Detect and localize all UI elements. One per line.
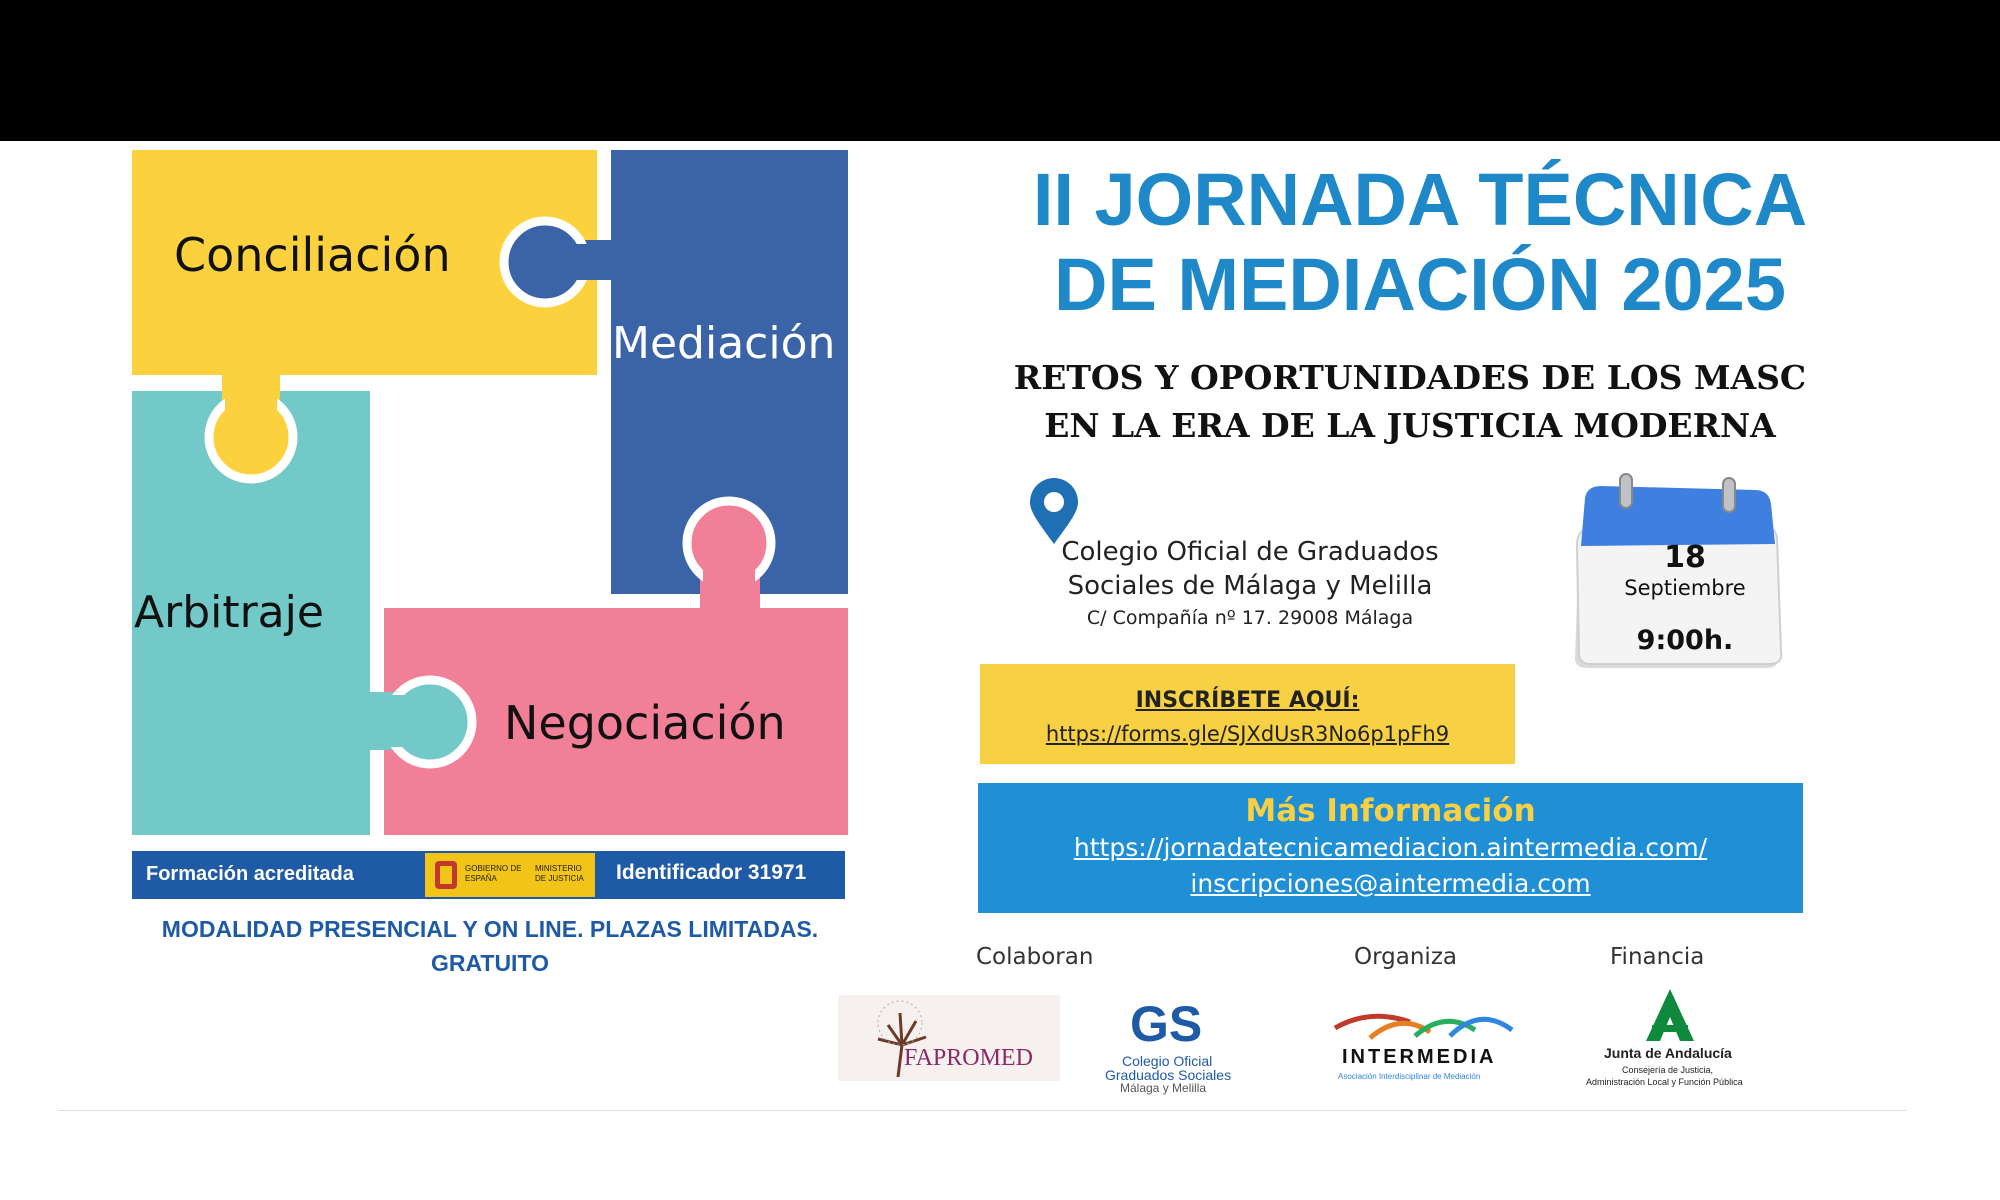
venue-line2: Sociales de Málaga y Melilla — [1067, 571, 1433, 601]
inscription-box — [980, 664, 1515, 764]
gs-colegio-logo — [1100, 995, 1250, 1095]
fapromed-logo — [838, 995, 1060, 1081]
info-url-link[interactable]: https://jornadatecnicamediacion.aintermedia.com/ — [1073, 833, 1708, 862]
gs-mark: GS — [1130, 996, 1203, 1052]
puzzle-label-arbitraje: Arbitraje — [134, 587, 324, 638]
modalidad-line2: GRATUITO — [431, 950, 549, 976]
event-title-line1: II JORNADA TÉCNICA — [1032, 158, 1808, 241]
event-title-line2: DE MEDIACIÓN 2025 — [1054, 243, 1786, 326]
intermedia-text: INTERMEDIA — [1342, 1046, 1497, 1068]
calendar-time: 9:00h. — [1636, 625, 1734, 656]
info-email-link[interactable]: inscripciones@aintermedia.com — [1190, 869, 1591, 898]
inscription-label: INSCRÍBETE AQUÍ: — [1135, 688, 1360, 713]
seal-ministry-text: MINISTERIO DE JUSTICIA — [535, 864, 584, 883]
accreditation-identifier: Identificador 31971 — [616, 861, 807, 884]
financia-label: Financia — [1610, 944, 1705, 970]
junta-andalucia-logo — [1580, 985, 1760, 1090]
junta-subtext1: Consejería de Justicia, — [1622, 1065, 1714, 1075]
calendar-month: Septiembre — [1624, 576, 1746, 600]
junta-subtext2: Administración Local y Función Pública — [1586, 1077, 1743, 1087]
modalidad-line1: MODALIDAD PRESENCIAL Y ON LINE. PLAZAS LIMITADAS. — [161, 916, 819, 942]
event-subtitle-line2: EN LA ERA DE LA JUSTICIA MODERNA — [1044, 406, 1776, 445]
intermedia-subtext: Asociación Interdisciplinar de Mediación — [1338, 1072, 1481, 1081]
colaboran-label: Colaboran — [976, 944, 1094, 970]
info-box — [978, 783, 1803, 913]
location-pin-icon — [1026, 478, 1082, 546]
puzzle-label-mediacion: Mediación — [612, 318, 836, 369]
fapromed-text: FAPROMED — [904, 1045, 1033, 1071]
event-subtitle-line1: RETOS Y OPORTUNIDADES DE LOS MASC — [1013, 358, 1807, 397]
intermedia-logo — [1330, 1000, 1520, 1090]
accreditation-label: Formación acreditada — [146, 863, 354, 885]
seal-gov-text: GOBIERNO DE ESPAÑA — [465, 864, 522, 883]
calendar-day: 18 — [1664, 540, 1706, 575]
government-seal — [425, 853, 595, 897]
bottom-divider — [58, 1110, 1906, 1111]
venue-address: C/ Compañía nº 17. 29008 Málaga — [1086, 607, 1414, 629]
junta-a-icon — [1580, 985, 1760, 1045]
puzzle-label-negociacion: Negociación — [504, 696, 786, 750]
organiza-label: Organiza — [1354, 944, 1457, 970]
inscription-link[interactable]: https://forms.gle/SJXdUsR3No6p1pFh9 — [1045, 722, 1450, 746]
venue-line1: Colegio Oficial de Graduados — [1061, 537, 1439, 567]
junta-text: Junta de Andalucía — [1604, 1045, 1732, 1061]
accreditation-bar — [132, 851, 845, 899]
gs-line2: Graduados Sociales — [1105, 1067, 1232, 1083]
arcs-icon — [1330, 1000, 1520, 1050]
gs-line1: Colegio Oficial — [1122, 1053, 1213, 1069]
puzzle-label-conciliacion: Conciliación — [174, 228, 451, 282]
info-title: Más Información — [1245, 793, 1536, 829]
coat-of-arms-icon — [433, 857, 459, 893]
gs-line3: Málaga y Melilla — [1120, 1081, 1207, 1095]
